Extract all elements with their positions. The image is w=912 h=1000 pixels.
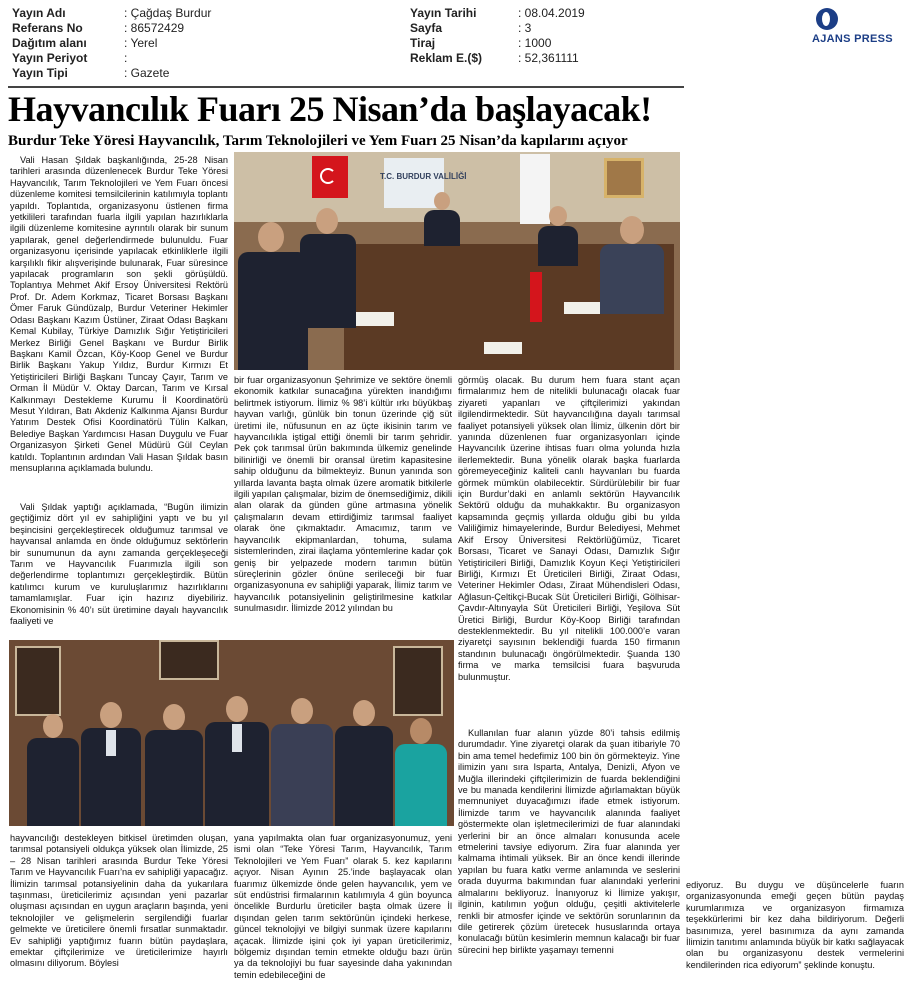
attendee xyxy=(238,222,308,370)
group-member xyxy=(335,700,393,826)
attendee-head xyxy=(549,206,567,226)
attendee-body xyxy=(424,210,460,246)
article-paragraph: yana yapılmakta olan fuar organizasyonumuz, yeni ismi olan “Teke Yöresi Tarım, Hayvancılık, Tarım Teknolojileri ve Yem Fuarı” olarak 5. kez kapılarını açıyor. Nisan Ayının 25.’inde başlayacak olan fuarımız ülkemizde önde gelen hayvancılık, yem ve süt endüstrisi firmalarının katılımıyla 4 gün boyunca öncelikle Burdurlu üreticiler başta olmak üzere İl dışından gelen tarım sektörünün içindeki herkese, güncel teknolojiyi ve bilgiyi sunmak üzere kapılarını açacak. İlimizde işini çok iyi yapan üreticilerimiz, bölgemiz dışından temin etmekte olduğu bazı ürün ya da teknolojiyi bu fuar sayesinde daha yakınından temin edebileceğini de xyxy=(234,833,452,980)
building-window xyxy=(393,646,443,716)
attendee-head xyxy=(258,222,284,252)
attendee-body xyxy=(300,234,356,328)
article-paragraph: ediyoruz. Bu duygu ve düşüncelerle fuarın organizasyonunda emeği geçen bütün paydaş kurumlarımıza ve organizasyon firmamıza teşekkürlerimi bir kez daha bildiriyorum. Değerli basınımıza, yerel basınımıza da aynı zamanda İlimizin tanıtımı anlamında büyük bir katkı sağlayacak olan bu organizasyonu destek vermelerini kendilerinden rica ediyorum” şeklinde konuştu. xyxy=(686,880,904,970)
meta-row xyxy=(410,6,585,21)
article-headline: Hayvancılık Fuarı 25 Nisan’da başlayacak! xyxy=(8,89,652,129)
article-paragraph: Vali Şıldak yaptığı açıklamada, “Bugün ilimizin geçtiğimiz dört yıl ev sahipliğini yaptı ve bu yıl beşincisini gerçekleştirecek olduğumuz tarımsal ve hayvansal anlamda en önde olduğumuz sektörlerin bir sunumunun da aynı zamanda gerçekleşeceği Tarım ve Hayvancılık Fuarımızla ilgili son değerlendirme toplantımızı gerçekleştirdik. Bütün katılımcı kurum ve kuruluşlarımız hazırlıklarını tamamlamışlar. Fuar için hazırız diyebiliriz. Ekonomisinin % 40’ı süt üretimine dayalı hayvancılık faaliyeti ve xyxy=(10,502,228,627)
article-paragraph: Vali Hasan Şıldak başkanlığında, 25-28 Nisan tarihleri arasında düzenlenecek Burdur Teke Yöresi Hayvancılık, Tarım Teknolojileri ve Yem Fuarı öncesi düzenleme komitesi temsilcilerinin katılımıyla toplantı yapıldı. Toplantıda, organizasyonu üstlenen firma yetkilileri tarafından fuarla ilgili yapılan hazırlıklarla ilgili düzenleme komitesine ayrıntılı olarak bir sunum yapılarak, genel değerlendirmede bulunuldu. Fuar organizasyonu içerisinde yapılacak etkinliklerle ilgili karşılıklı fikir alışverişinde bulunarak, Fuar süresince yapılacak programların son şekli görüşüldü. Toplantıya Mehmet Akif Ersoy Üniversitesi Rektörü Prof. Dr. Adem Korkmaz, Ticaret Borsası Başkanı Ömer Faruk Gündüzalp, Burdur Veteriner Hekimler Odası Başkanı Kazım Üstüner, Ziraat Odası Başkanı Kemal Kubilay, Türkiye Damızlık Sığır Yetiştiricileri Merkez Birliği Genel Başkanı ve Burdur Birlik Başkanı Kamil Özcan, Köy-Koop Genel ve Burdur Birlik Başkanı Yakup Yıldız, Burdur Kırmızı Et Yetiştiricileri Birliği Başkanı Tuncay Çayır, Tarım ve Orman İl Müdür V. Oktay Darcan, Tarım ve Kırsal Kalkınmayı Destekleme Kurumu İl Koordinatörü Mesut Yıldıran, Batı Akdeniz Kalkınma Ajansı Burdur Yatırım Destek Ofisi Koordinatörü Tülin Kalkan, Belediye Başkan Yardımcısı Hasan Duygulu ve Fuar Organizasyon Şirketi Genel Müdürü Gül Ceylan katıldı. Toplantının ardından Vali Hasan Şıldak basın mensuplarına açıklamada bulundu. xyxy=(10,155,228,473)
group-member-body xyxy=(27,738,79,826)
meta-value: : Çağdaş Burdur xyxy=(124,6,211,21)
meta-value: : 1000 xyxy=(518,36,551,51)
meta-label: Yayın Adı xyxy=(12,6,66,20)
article-paragraph: görmüş olacak. Bu durum hem fuara stant açan firmalarımız hem de nitelikli bulunacağı olacak fuar ziyareti yapanları ve çiftçilerimizi yakından ilgilendirmektedir. Süt hayvancılığına dayalı tarımsal faaliyet potansiyeli yüksek olan İlimiz, ülkenin dört bir yanında düzenlenen fuar organizasyonları içinde Hayvancılık üzerine ihtisas fuarı olma yolunda hızla ilerlemektedir. Buna yönelik olarak başka fuarlarda göremeyeceğiniz kaliteli canlı hayvanları bu fuarda görmek mümkün olabilecektir. Sürdürülebilir bir fuar için Burdur’daki en anlamlı sektörün Hayvancılık Sektörü olduğu da muhakkaktır. Bu organizasyon kapsamında geçmiş yıllarda olduğu gibi bu yılda Valiliğimiz himayelerinde, Burdur Belediyesi, Mehmet Akif Ersoy Üniversitesi Rektörlüğümüz, Ticaret Borsası, Ticaret ve Sanayi Odası, Damızlık Sığır Yetiştiricileri Birliği, Damızlık Koyun Keçi Yetiştiricileri Birliği, Kırmızı Et Üreticileri Birliği, Ziraat Odası, Veteriner Hekimler Odası, Ziraat Mühendisleri Odası, Ağlasun-Çeltikçi-Bucak Süt Üreticileri Birliği, Gölhisar-Çavdır-Altınyayla Süt Üreticileri Birliği, Yeşilova Süt Üretici Birliği, Burdur Köy-Koop Birliği tarafından desteklenmektedir. Bu yıl nitelikli 100.000’e varan ziyaretçi sayısının beklendiği fuarda 150 firmanın standının bulunacağı öngörülmektedir. Şuanda 130 firma ve marka temsilcisi fuara başvuruda bulunmuştur. xyxy=(458,375,680,682)
article-paragraph: Kullanılan fuar alanın yüzde 80’i tahsis edilmiş durumdadır. Yine ziyaretçi olarak da şuan itibariyle 70 bin ama temel hedefimiz 100 bin ön görmekteyiz. Yine ilimizin yanı sıra Isparta, Antalya, Denizli, Afyon ve Muğla illerindeki çiftçilerimizin de fuarda beklendiğini ve bu manada kendilerini İlimizde ağırlamaktan büyük memnuniyet duyacağımızı ifade etmek istiyorum. İlimizde tarım ve hayvancılık alanında faaliyet göstermekte olan işletmecilerimizi de fuar alanındaki yerlerini bir an önce almaları konusunda acele etmelerini tavsiye ediyorum. Zira fuar alanında yer kalmama ihtimali yüksek. Bir an önce kendi illerinde yapılan bu fuara katkı verme anlamında ve seslerini orada duyurma bakımından fuar alanındaki yerlerini almalarını bekliyoruz. İnanıyoruz ki İlimize yakışır, ilginin, katılımın yoğun olduğu, çeşitli aktivitelerle renkli bir atmosfer içinde ve sektörün sorunlarının da dile getirerek çözüm üretecek hususlarında ortaya konulacağı bütün kesimlerin memnun kalacağı bir fuar sürecini hep birlikte yaşamayı temenni xyxy=(458,728,680,955)
meta-row xyxy=(410,36,585,51)
meta-label: Tiraj xyxy=(410,36,436,50)
publication-meta-right xyxy=(410,6,585,66)
group-member-head xyxy=(226,696,248,722)
article-bottom-column-2 xyxy=(234,833,452,993)
attendee xyxy=(424,192,460,246)
article-paragraph: hayvancılığı destekleyen bitkisel üretimden oluşan, tarımsal potansiyeli oldukça yüksek olan İlimizde, 25 – 28 Nisan tarihleri arasında Burdur Teke Yöresi Tarım ve Hayvancılık Fuarı’na ev sahipliği yapacağız. İlimizin tarımsal potansiyelinin daha da yukarılara taşınması, üreticilerimiz açısından yeni pazarlar oluşması açısından en uygun araçların başında, yeni teknolojiler ve gelişmelerin sergilendiği fuarlar gelmekte ve üreticilere önemli fırsatlar sunmaktadır. Ev sahipliği yaptığımız fuarın bütün paydaşlara, emektar çiftçilerimize ve üreticilerimize hayırlı olmasını diliyorum. Böylesi xyxy=(10,833,228,969)
article-column-3 xyxy=(458,375,680,727)
attendee-head xyxy=(620,216,644,244)
article-column-2 xyxy=(234,375,452,635)
attendee xyxy=(538,206,578,266)
article-subheadline: Burdur Teke Yöresi Hayvancılık, Tarım Teknolojileri ve Yem Fuarı 25 Nisan’da kapılarını açıyor xyxy=(8,133,628,149)
building-window xyxy=(15,646,61,716)
group-member-head xyxy=(163,704,185,730)
meta-value: : 52,361111 xyxy=(518,51,579,66)
group-member-head xyxy=(100,702,122,728)
meta-row xyxy=(12,6,211,21)
meta-row xyxy=(12,51,211,66)
meta-label: Reklam E.($) xyxy=(410,51,483,65)
group-member xyxy=(395,718,447,826)
group-member-head xyxy=(410,718,432,744)
meta-row xyxy=(12,66,211,81)
attendee-head xyxy=(434,192,450,210)
group-member xyxy=(145,704,203,826)
flag-crescent-icon xyxy=(320,168,336,184)
article-column-1 xyxy=(10,155,228,501)
meta-row xyxy=(410,51,585,66)
group-member xyxy=(271,698,333,826)
group-member-head xyxy=(291,698,313,724)
meta-label: Yayın Tarihi xyxy=(410,6,477,20)
group-member-body xyxy=(335,726,393,826)
meta-label: Dağıtım alanı xyxy=(12,36,87,50)
publication-meta-left xyxy=(12,6,211,81)
meta-label: Sayfa xyxy=(410,21,443,35)
group-member xyxy=(27,714,79,826)
attendee xyxy=(600,216,664,314)
meta-value: : Gazete xyxy=(124,66,169,81)
group-member xyxy=(81,702,141,826)
meta-value: : Yerel xyxy=(124,36,157,51)
header-divider xyxy=(8,86,684,88)
meta-label: Yayın Tipi xyxy=(12,66,68,80)
group-member-shirt xyxy=(232,724,242,752)
table-paper xyxy=(484,342,522,354)
group-member-shirt xyxy=(106,730,116,756)
attendee-body xyxy=(538,226,578,266)
article-paragraph: bir fuar organizasyonun Şehrimize ve sektöre önemli ekonomik katkılar sunacağına yürekten inandığımı belirtmek istiyorum. İlimiz % 98’i kültür ırkı büyükbaş hayvan varlığı, günlük bin tonun üzerinde çiğ süt üretimi ile, nüfusunun en az üçte ikisinin tarım ve hayvancılıkla iştigal ettiği önemli bir tarım şehridir. Pek çok tarımsal ürün bakımında ülkemiz genelinde bilinirliği ve önemli bir oransal üretim kapasitesine sahip olduğunu da bilmekteyiz. Bunun yanında son yıllarda lavanta başta olmak üzere aromatik bitkilerle ilgili yapılan çalışmalar, bizim de önemsediğimiz, dikili alan olarak da günden güne artmasına yönelik çalışmaların devam ettirdiğimiz tarımsal faaliyet olarak öne çıkmaktadır. Amacımız, tarım ve hayvancılık ekipmanlardan, tohuma, sulama sistemlerinden, zirai ilaçlama yöntemlerine kadar çok geniş bir yelpazede modern tarımın bütün süreçlerinin gözler önüne serileceği bir fuar organizasyonuna ev sahipliği yaparak, İlimiz tarım ve hayvancılık potansiyelinin geliştirilmesine katkılar sunulmasıdır. İlimizde 2012 yılından bu xyxy=(234,375,452,614)
attendee-body xyxy=(600,244,664,314)
article-column-3-continued xyxy=(458,728,680,992)
wall-painting xyxy=(604,158,644,198)
meta-label: Referans No xyxy=(12,21,83,35)
group-photo xyxy=(9,640,454,826)
meeting-photo xyxy=(234,152,680,370)
meta-label: Yayın Periyot xyxy=(12,51,88,65)
building-window xyxy=(159,640,219,680)
ajans-press-logo-icon xyxy=(816,8,838,30)
meta-row xyxy=(12,21,211,36)
article-column-4 xyxy=(686,880,904,992)
attendee-body xyxy=(238,252,308,370)
article-column-1-continued xyxy=(10,502,228,634)
governorate-banner-text: T.C. BURDUR VALİLİĞİ xyxy=(380,172,467,181)
group-member-body xyxy=(271,724,333,826)
attendee-head xyxy=(316,208,338,234)
group-member-body xyxy=(145,730,203,826)
group-member xyxy=(205,696,269,826)
ajans-press-logo xyxy=(812,8,906,48)
meta-row xyxy=(410,21,585,36)
meta-value xyxy=(124,51,127,66)
group-member-head xyxy=(353,700,375,726)
meta-row xyxy=(12,36,211,51)
group-member-head xyxy=(43,714,63,738)
article-bottom-column-1 xyxy=(10,833,228,993)
meta-value: : 08.04.2019 xyxy=(518,6,585,21)
group-member-body xyxy=(395,744,447,826)
meta-value: : 86572429 xyxy=(124,21,184,36)
table-paper xyxy=(354,312,394,326)
desk-flag-icon xyxy=(530,272,542,322)
ajans-press-logo-text: AJANS PRESS xyxy=(812,33,893,45)
attendee xyxy=(300,208,356,328)
meta-value: : 3 xyxy=(518,21,531,36)
